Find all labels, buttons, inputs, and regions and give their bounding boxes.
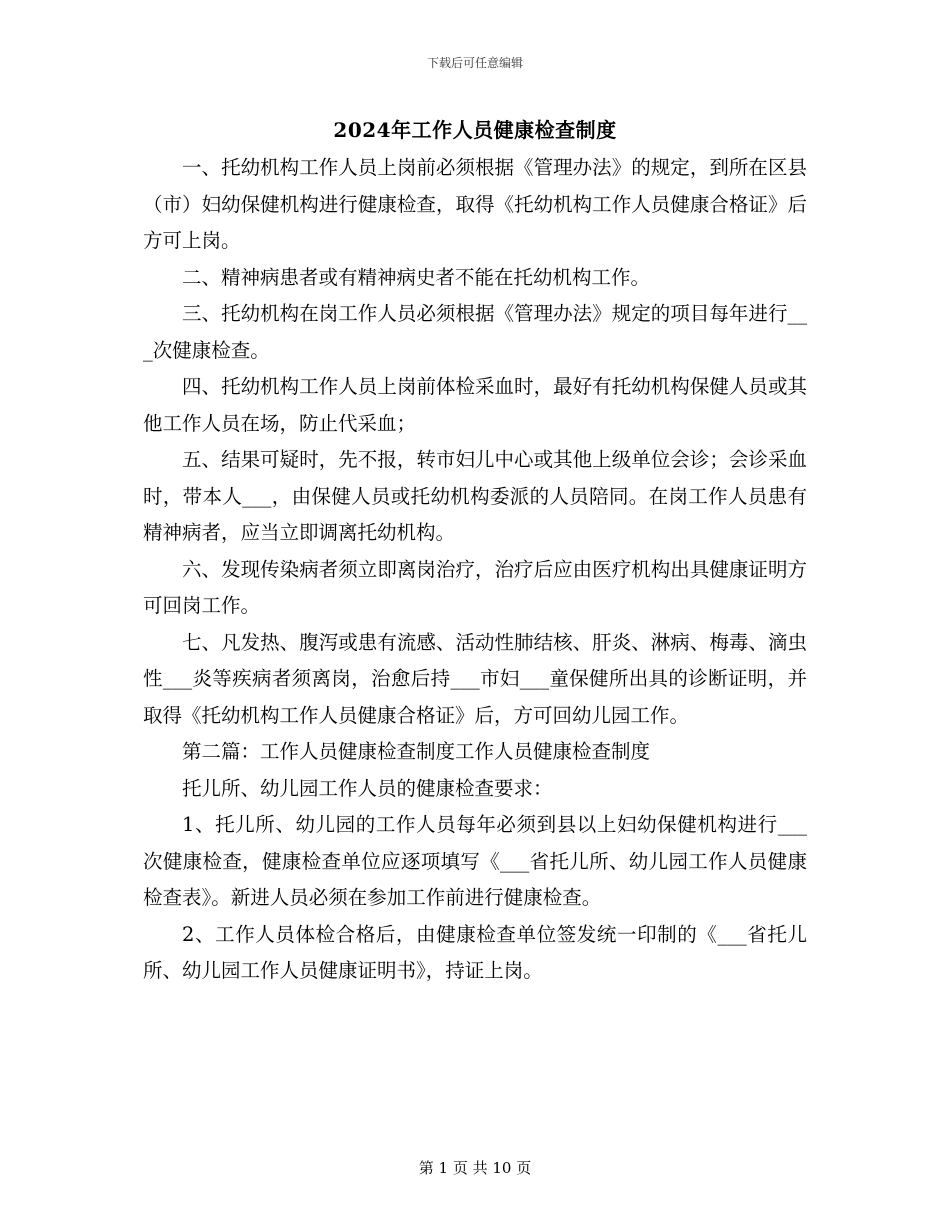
document-body — [143, 150, 807, 990]
paragraph-7: 七、凡发热、腹泻或患有流感、活动性肺结核、肝炎、淋病、梅毒、滴虫性___炎等疾病者须离岗，治愈后持___市妇___童保健所出具的诊断证明，并取得《托幼机构工作人员健康合格证》后，方可回幼儿园工作。 — [143, 630, 807, 727]
paragraph-4: 四、托幼机构工作人员上岗前体检采血时，最好有托幼机构保健人员或其他工作人员在场，防止代采血； — [143, 375, 807, 435]
paragraph-5: 五、结果可疑时，先不报，转市妇儿中心或其他上级单位会诊；会诊采血时，带本人___，由保健人员或托幼机构委派的人员陪同。在岗工作人员患有精神病者，应当立即调离托幼机构。 — [143, 448, 807, 544]
document-title: 2024年工作人员健康检查制度 — [333, 118, 617, 142]
section-two-item-2: 2、工作人员体检合格后，由健康检查单位签发统一印制的《___省托儿所、幼儿园工作人员健康证明书》，持证上岗。 — [143, 922, 807, 982]
paragraph-2: 二、精神病患者或有精神病史者不能在托幼机构工作。 — [182, 265, 651, 289]
header-note: 下载后可任意编辑 — [426, 56, 523, 70]
page-footer: 第 1 页 共 10 页 — [418, 1159, 532, 1177]
section-two-heading: 第二篇：工作人员健康检查制度工作人员健康检查制度 — [182, 740, 651, 763]
section-two-intro: 托儿所、幼儿园工作人员的健康检查要求： — [182, 776, 553, 800]
section-two-item-1: 1、托儿所、幼儿园的工作人员每年必须到县以上妇幼保健机构进行___次健康检查，健康检查单位应逐项填写《___省托儿所、幼儿园工作人员健康检查表》。新进人员必须在参加工作前进行健康检查。 — [143, 813, 807, 909]
paragraph-1: 一、托幼机构工作人员上岗前必须根据《管理办法》的规定，到所在区县（市）妇幼保健机构进行健康检查，取得《托幼机构工作人员健康合格证》后方可上岗。 — [143, 156, 807, 252]
paragraph-6: 六、发现传染病者须立即离岗治疗，治疗后应由医疗机构出具健康证明方可回岗工作。 — [143, 557, 807, 617]
paragraph-3: 三、托幼机构在岗工作人员必须根据《管理办法》规定的项目每年进行___次健康检查。 — [143, 302, 807, 362]
